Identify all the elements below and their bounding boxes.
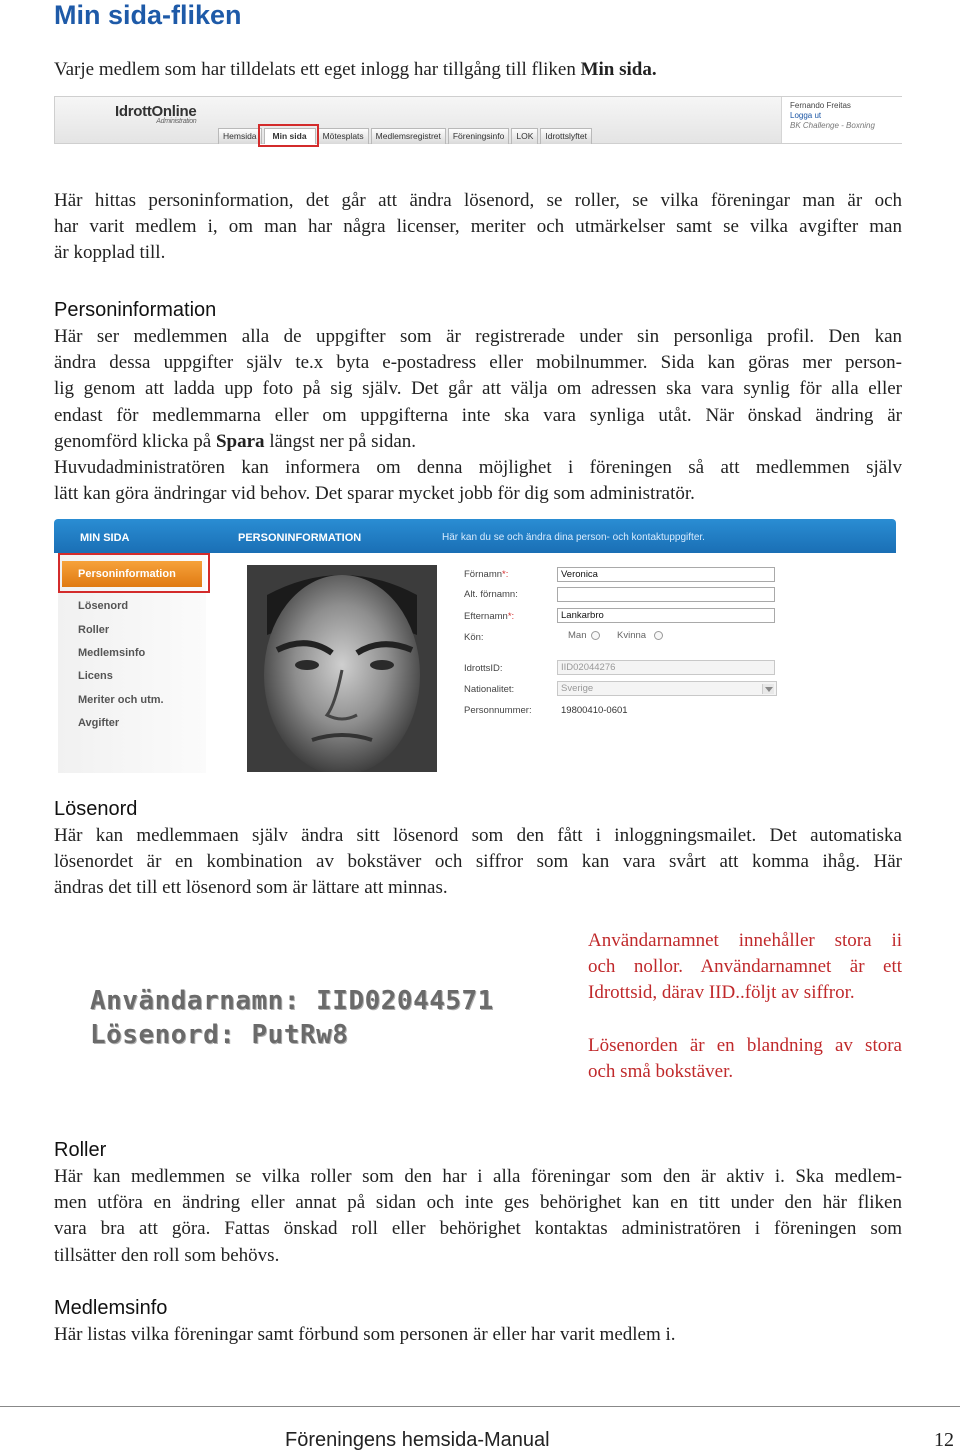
bar-tab-min-sida[interactable]: MIN SIDA [80, 532, 130, 544]
idrottsid-field: IID02044276 [557, 660, 775, 675]
medlemsinfo-heading: Medlemsinfo [54, 1297, 168, 1319]
menu-licens[interactable]: Licens [78, 670, 113, 682]
losenord-line-3: ändras det till ett lösenord som är lättare att minnas. [54, 877, 448, 899]
footer-title: Föreningens hemsida-Manual [285, 1429, 550, 1451]
label-kon: Kön: [464, 632, 484, 643]
intro-bold: Min sida. [580, 59, 657, 80]
label-nationalitet: Nationalitet: [464, 684, 515, 695]
overview-paragraph [54, 188, 902, 267]
tab-idrottslyftet[interactable]: Idrottslyftet [540, 128, 592, 144]
intro-paragraph [54, 57, 657, 83]
roller-line-1: Här kan medlemmen se vilka roller som den har i alla föreningar som den är aktiv i. Ska medlem- [54, 1166, 902, 1187]
profile-photo [247, 565, 437, 772]
personinfo-line-2: ändra dessa uppgifter själv te.x byta e-postadress eller mobilnummer. Sida kan göras mer person- [54, 352, 902, 374]
page-title: Min sida-fliken [54, 0, 242, 30]
roller-line-2: men utföra en ändring eller annat på sidan och inte ges behörighet kan en titt under den här fliken [54, 1192, 902, 1214]
tab-min-sida[interactable]: Min sida [264, 128, 316, 144]
efternamn-field[interactable]: Lankarbro [557, 608, 775, 623]
overview-line-2: har varit medlem i, om man har några licenser, meriter och utmärkelser samt se vilka avgifter man [54, 216, 902, 238]
cred-password: Lösenord: PutRw8 [90, 1020, 349, 1050]
losenord-line-2: lösenordet är en kombination av bokstäver och siffror som kan vara svårt att komma ihåg. Här [54, 851, 902, 873]
overview-line-3: är kopplad till. [54, 242, 166, 264]
profile-sidebar [58, 553, 206, 773]
menu-personinformation[interactable]: Personinformation [62, 561, 202, 587]
roller-line-3: vara bra att göra. Fattas önskad roll eller behörighet kontaktas administratören i föreningen som [54, 1218, 902, 1240]
medlemsinfo-paragraph: Här listas vilka föreningar samt förbund som personen är eller har varit medlem i. [54, 1324, 676, 1345]
tab-medlemsregistret[interactable]: Medlemsregistret [371, 128, 446, 144]
bar-tab-personinformation[interactable]: PERSONINFORMATION [238, 532, 362, 544]
roller-paragraph [54, 1164, 902, 1269]
username-note-line-1: Användarnamnet innehåller stora ii [588, 930, 902, 951]
tab-motesplats[interactable]: Mötesplats [318, 128, 369, 144]
nationalitet-select[interactable]: Sverige [557, 681, 777, 696]
logo-subtitle: Administration [156, 118, 197, 125]
username-note-line-2: och nollor. Användarnamnet är ett [588, 956, 902, 978]
menu-avgifter[interactable]: Avgifter [78, 717, 120, 729]
footer-divider [0, 1406, 960, 1407]
personinfo-line-6: Huvudadministratören kan informera om denna möjlighet i föreningen så att medlemmen själv [54, 457, 902, 479]
personinfo-line-4: endast för medlemmarna eller om uppgifterna inte ska vara synliga utåt. När önskad ändring är [54, 404, 902, 426]
overview-line-1: Här hittas personinformation, det går att ändra lösenord, se roller, se vilka föreningar man är och [54, 190, 902, 211]
profile-header-bar [54, 519, 896, 553]
logout-link[interactable]: Logga ut [790, 111, 822, 120]
label-efternamn: Efternamn*: [464, 611, 515, 622]
kon-kvinna-label: Kvinna [617, 630, 647, 641]
personnummer-value: 19800410-0601 [561, 705, 628, 716]
menu-medlemsinfo[interactable]: Medlemsinfo [78, 647, 146, 659]
personinfo-line-3: lig genom att ladda upp foto på sig själv. Det går att välja om adressen ska vara synlig för alla eller [54, 378, 902, 400]
idrottonline-logo: IdrottOnline Administration [115, 103, 197, 125]
roller-line-4: tillsätter den roll som behövs. [54, 1244, 280, 1266]
label-personnummer: Personnummer: [464, 705, 532, 716]
label-alt-fornamn: Alt. förnamn: [464, 589, 518, 600]
label-idrottsid: IdrottsID: [464, 663, 503, 674]
user-name: Fernando Freitas [790, 101, 851, 110]
roller-heading: Roller [54, 1139, 107, 1161]
intro-text: Varje medlem som har tilldelats ett eget inlogg har tillgång till fliken [54, 59, 581, 80]
tab-hemsida[interactable]: Hemsida [218, 128, 262, 144]
kon-kvinna-radio[interactable] [654, 631, 663, 640]
spara-bold: Spara [215, 430, 265, 452]
bar-hint: Här kan du se och ändra dina person- och kontaktuppgifter. [442, 532, 705, 543]
chevron-down-icon[interactable] [762, 684, 774, 694]
personinformation-highlight [58, 553, 210, 593]
menu-roller[interactable]: Roller [78, 624, 110, 636]
menu-losenord[interactable]: Lösenord [78, 600, 129, 612]
label-fornamn: Förnamn*: [464, 569, 509, 580]
menu-meriter[interactable]: Meriter och utm. [78, 694, 164, 706]
nav-screenshot [54, 96, 902, 144]
page-number: 12 [934, 1429, 954, 1451]
cred-username: Användarnamn: IID02044571 [90, 986, 494, 1016]
personinfo-paragraph [54, 324, 902, 507]
personinfo-line-7: lätt kan göra ändringar vid behov. Det sparar mycket jobb för dig som administratör. [54, 483, 695, 505]
username-note [588, 928, 902, 1007]
password-note [588, 1033, 902, 1085]
profile-screenshot [54, 519, 896, 773]
losenord-paragraph [54, 823, 902, 902]
username-note-line-3: Idrottsid, därav IID..följt av siffror. [588, 982, 855, 1004]
user-club: BK Challenge - Boxning [790, 121, 875, 130]
losenord-line-1: Här kan medlemmaen själv ändra sitt lösenord som den fått i inloggningsmailet. Det automatiska [54, 825, 902, 846]
personinfo-line-5: genomförd klicka på Spara längst ner på sidan. [54, 430, 416, 452]
tab-foreningsinfo[interactable]: Föreningsinfo [448, 128, 510, 144]
fornamn-field[interactable]: Veronica [557, 567, 775, 582]
tab-lok[interactable]: LOK [511, 128, 538, 144]
personinfo-line-1: Här ser medlemmen alla de uppgifter som är registrerade under sin personliga profil. Den kan [54, 326, 902, 347]
alt-fornamn-field[interactable] [557, 587, 775, 602]
kon-man-label: Man [568, 630, 587, 641]
profile-photo-image [247, 565, 437, 772]
password-note-line-1: Lösenorden är en blandning av stora [588, 1035, 902, 1056]
losenord-heading: Lösenord [54, 798, 138, 820]
password-note-line-2: och små bokstäver. [588, 1061, 734, 1083]
personinfo-heading: Personinformation [54, 299, 217, 321]
kon-man-radio[interactable] [591, 631, 600, 640]
min-sida-highlight [258, 124, 319, 147]
user-panel [781, 97, 902, 143]
